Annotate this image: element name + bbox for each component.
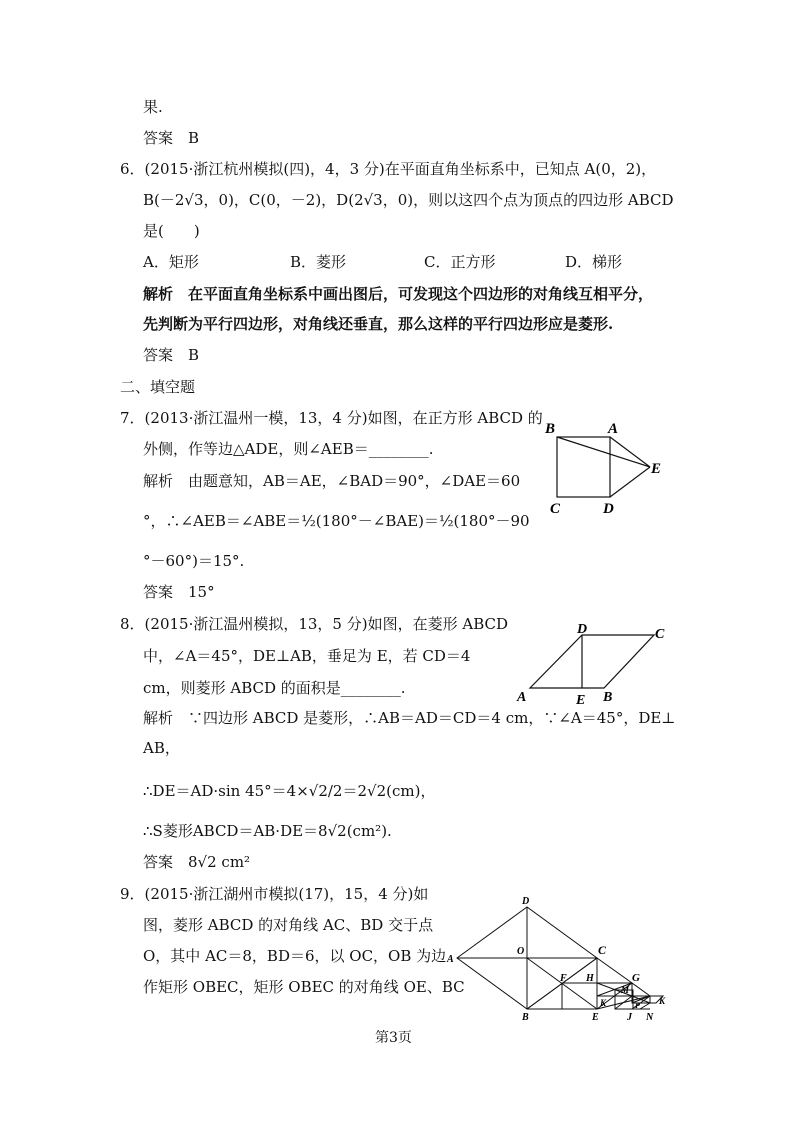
- label-c: C: [598, 943, 607, 957]
- question-9-line: 9．(2015·浙江湖州市模拟(17)，15，4 分)如: [120, 885, 429, 903]
- question-6-line: 6．(2015·浙江杭州模拟(四)，4，3 分)在平面直角坐标系中，已知点 A(0，2)，: [120, 160, 657, 178]
- text-line: 果.: [143, 98, 163, 116]
- label-e: E: [651, 461, 662, 477]
- label-d: D: [522, 896, 530, 907]
- analysis-line: 解析 在平面直角坐标系中画出图后，可发现这个四边形的对角线互相平分，: [143, 285, 654, 303]
- label-a: A: [517, 690, 527, 705]
- label-d: D: [577, 622, 588, 637]
- figure-8-rhombus: [512, 618, 672, 708]
- label-d: D: [603, 501, 614, 517]
- label-g: G: [632, 972, 640, 984]
- page-number: 第3页: [375, 1030, 412, 1046]
- question-8-line: cm，则菱形 ABCD 的面积是________.: [143, 679, 406, 697]
- question-6-line: B(－2√3，0)，C(0，－2)，D(2√3，0)，则以这四个点为顶点的四边形 ABCD: [143, 191, 674, 209]
- label-n: N: [646, 1012, 654, 1021]
- label-p: P: [635, 1001, 640, 1010]
- option-a: A．矩形: [143, 253, 199, 271]
- question-7-line: 外侧，作等边△ADE，则∠AEB＝________.: [143, 440, 434, 458]
- question-8-line: 中，∠A＝45°，DE⊥AB，垂足为 E，若 CD＝4: [143, 647, 471, 665]
- question-9-line: O，其中 AC＝8，BD＝6，以 OC，OB 为边: [143, 947, 447, 965]
- label-c: C: [550, 501, 561, 517]
- question-7-line: 7．(2013·浙江温州一模，13，4 分)如图，在正方形 ABCD 的: [120, 409, 543, 427]
- analysis-line: AB，: [143, 739, 180, 757]
- answer-line: 答案 8√2 cm²: [143, 853, 251, 871]
- answer-line: 答案 15°: [143, 583, 215, 601]
- label-b: B: [603, 690, 613, 705]
- label-k: K: [600, 998, 607, 1008]
- analysis-line: ∴DE＝AD·sin 45°＝4×√2/2＝2√2(cm)，: [143, 782, 436, 800]
- question-6-line: 是( ): [143, 222, 200, 240]
- label-h: H: [586, 973, 594, 984]
- label-j: J: [627, 1012, 632, 1021]
- figure-7-square-triangle: [540, 415, 670, 520]
- label-c: C: [655, 627, 665, 642]
- option-d: D．梯形: [565, 253, 623, 271]
- label-e: E: [576, 693, 586, 708]
- analysis-line: 先判断为平行四边形，对角线还垂直，那么这样的平行四边形应是菱形.: [143, 315, 614, 333]
- label-a: A: [447, 954, 454, 965]
- option-c: C．正方形: [424, 253, 496, 271]
- label-e: E: [592, 1012, 599, 1021]
- analysis-line: °，∴∠AEB＝∠ABE＝½(180°－∠BAE)＝½(180°－90: [143, 512, 530, 530]
- figure-9-rhombus-rectangles: [445, 893, 675, 1021]
- question-9-line: 作矩形 OBEC，矩形 OBEC 的对角线 OE、BC: [143, 978, 465, 996]
- question-8-line: 8．(2015·浙江温州模拟，13，5 分)如图，在菱形 ABCD: [120, 615, 508, 633]
- analysis-line: 解析 由题意知，AB＝AE，∠BAD＝90°，∠DAE＝60: [143, 472, 521, 490]
- label-a: A: [608, 421, 619, 437]
- option-b: B．菱形: [290, 253, 347, 271]
- label-b: B: [545, 421, 556, 437]
- analysis-line: 解析 ∵四边形 ABCD 是菱形，∴AB＝AD＝CD＝4 cm，∵∠A＝45°，DE⊥: [143, 709, 676, 727]
- analysis-line: ∴S菱形ABCD＝AB·DE＝8√2(cm²).: [143, 822, 392, 840]
- answer-line: 答案 B: [143, 346, 200, 364]
- label-m: M: [621, 985, 630, 995]
- section-title: 二、填空题: [120, 378, 196, 396]
- analysis-line: °－60°)＝15°.: [143, 552, 245, 570]
- question-9-line: 图，菱形 ABCD 的对角线 AC、BD 交于点: [143, 916, 434, 934]
- answer-line: 答案 B: [143, 129, 200, 147]
- label-k-right: K: [659, 996, 666, 1006]
- label-o: O: [517, 946, 525, 957]
- label-f: F: [560, 973, 567, 984]
- label-b: B: [522, 1012, 529, 1021]
